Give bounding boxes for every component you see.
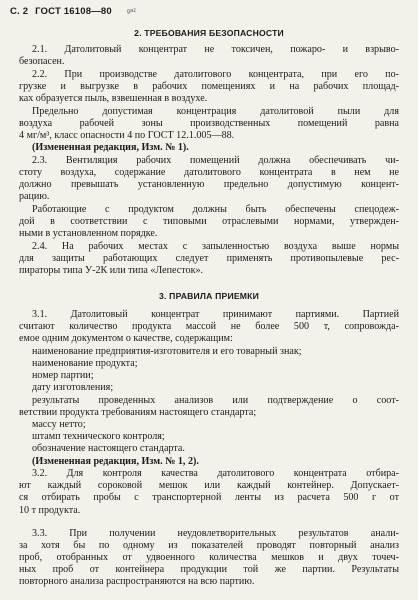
section-2-line: воздуха рабочей зоны производственных помещений равна — [19, 118, 399, 129]
section-2-line: грузке и выгрузке в рабочих помещениях и на рабочих площад- — [19, 81, 399, 92]
section-3-line: повторного анализа распространяются на всю партию. — [19, 576, 255, 587]
list-item: наименование продукта; — [32, 358, 138, 369]
section-3-line: 10 т продукта. — [19, 505, 81, 516]
section-3-line: за хотя бы по одному из показателей проводят повторный анализ — [19, 540, 399, 551]
list-item: дату изготовления; — [32, 382, 114, 393]
section-2-line: 2.2. При производстве датолитового концентрата, при его по- — [32, 69, 399, 80]
section-3-line: 3.1. Датолитовый концентрат принимают партиями. Партией — [32, 309, 399, 320]
section-2-line: стоту воздуха, содержание датолитового концентрата в нем не — [19, 167, 399, 178]
section-3-line: проб, отобранных от удвоенного количества мешков и двух точеч- — [19, 552, 399, 563]
handwritten-mark: ᵍᵃᶻ — [126, 6, 137, 17]
amendment-note: (Измененная редакция, Изм. № 1). — [32, 142, 189, 153]
section-2-line: 4 мг/м³, класс опасности 4 по ГОСТ 12.1.005—88. — [19, 130, 235, 141]
section-2-line: должно превышать установленную предельно допустимую концент- — [19, 179, 399, 190]
section-3-line: ных проб от контейнера продукции той же партии. Результаты — [19, 564, 399, 575]
amendment-note: (Измененная редакция, Изм. № 1, 2). — [32, 456, 199, 467]
list-item: номер партии; — [32, 370, 94, 381]
section-2-line: 2.1. Датолитовый концентрат не токсичен, пожаро- и взрыво- — [32, 44, 399, 55]
page-header — [10, 6, 136, 18]
section-2-line: Работающие с продуктом должны быть обеспечены спецодеж- — [32, 204, 399, 215]
section-3-line: 3.3. При получении неудовлетворительных результатов анали- — [32, 528, 399, 539]
page-number: С. 2 — [10, 6, 29, 17]
section-3-line: ют каждый сороковой мешок или каждый контейнер. Допускает- — [19, 480, 399, 491]
section-3-line: ся отбирать пробы с транспортерной ленты из расчета 500 г от — [19, 492, 399, 503]
list-item: обозначение настоящего стандарта. — [32, 443, 185, 454]
section-2-line: дой в соответствии с типовыми отраслевыми нормами, утвержден- — [19, 216, 399, 227]
list-item: массу нетто; — [32, 419, 86, 430]
section-2-line: 2.3. Вентиляция рабочих помещений должна обеспечивать чи- — [32, 155, 399, 166]
section-3-heading: 3. ПРАВИЛА ПРИЕМКИ — [159, 291, 259, 301]
section-2-line: ными в установленном порядке. — [19, 228, 158, 239]
section-2-line: ках образуется пыль, взвешенная в воздухе. — [19, 93, 208, 104]
section-2-line: 2.4. На рабочих местах с запыленностью воздуха выше нормы — [32, 241, 399, 252]
section-2-line: рацию. — [19, 191, 50, 202]
standard-number: ГОСТ 16108—80 — [35, 6, 112, 17]
section-2-line: для защиты работающих следует применять противопылевые рес- — [19, 253, 399, 264]
section-2-line: Предельно допустимая концентрация датолитовой пыли для — [32, 106, 399, 117]
section-3-line: считают количество продукта массой не более 500 т, сопровожда- — [19, 321, 399, 332]
section-2-line: пираторы типа У-2К или типа «Лепесток». — [19, 265, 204, 276]
section-2-heading: 2. ТРЕБОВАНИЯ БЕЗОПАСНОСТИ — [134, 28, 284, 38]
section-3-line: емое одним документом о качестве, содержащим: — [19, 333, 233, 344]
list-item: ветствии продукта требованиям настоящего стандарта; — [19, 407, 257, 418]
list-item: наименование предприятия-изготовителя и его товарный знак; — [32, 346, 302, 357]
section-3-line: 3.2. Для контроля качества датолитового концентрата отбира- — [32, 468, 399, 479]
section-2-line: безопасен. — [19, 56, 65, 67]
list-item: результаты проведенных анализов или подтверждение о соот- — [32, 395, 399, 406]
list-item: штамп технического контроля; — [32, 431, 165, 442]
